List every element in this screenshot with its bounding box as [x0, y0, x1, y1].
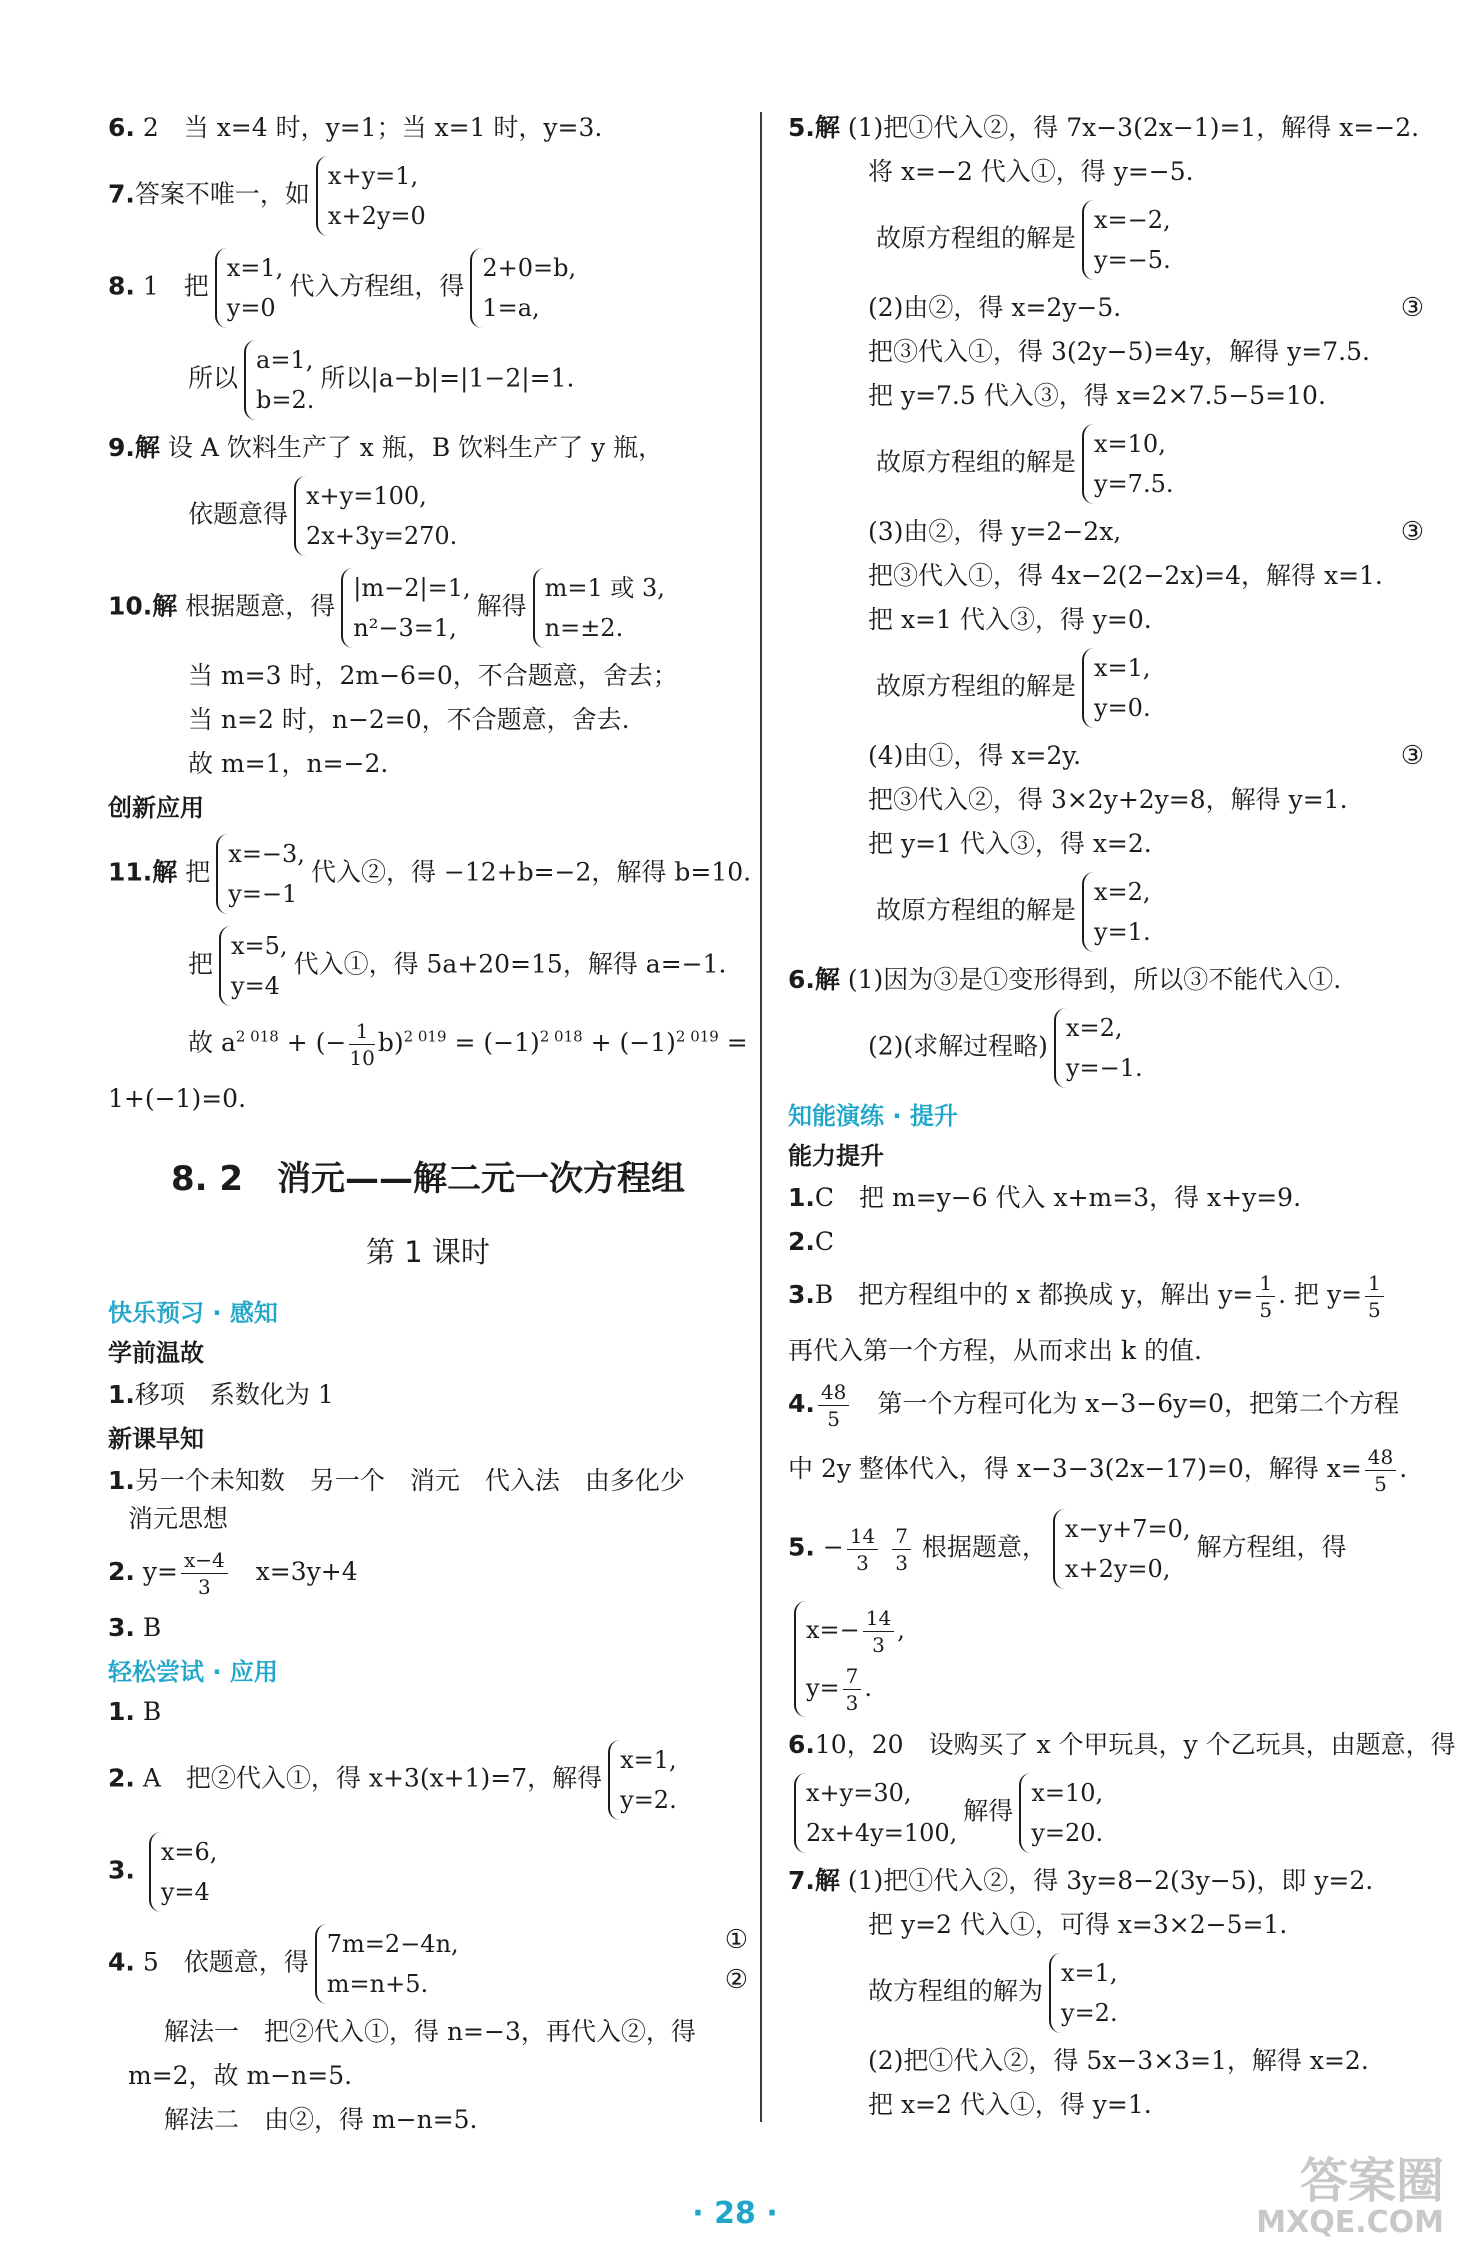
answer-5-line: 把 y=7.5 代入③，得 x=2×7.5−5=10. [868, 381, 1326, 410]
answer-9: 9.解 设 A 饮料生产了 x 瓶，B 饮料生产了 y 瓶， [108, 433, 664, 462]
subheading: 新课早知 [108, 1425, 204, 1453]
equation-system: x=1, y=2. [1049, 1953, 1118, 2033]
ability-answer-7-solution: 故方程组的解为 x=1, y=2. [788, 1953, 1424, 2033]
right-column [788, 112, 1456, 2133]
ability-answer-7-line: 把 x=2 代入①，得 y=1. [868, 2090, 1152, 2119]
ability-answer-7-line: (2)把①代入②，得 5x−3×3=1，解得 x=2. [868, 2046, 1369, 2075]
answer-5-line: 把③代入②，得 3×2y+2y=8，解得 y=1. [868, 785, 1348, 814]
answer-5-line: 把 y=1 代入③，得 x=2. [868, 829, 1152, 858]
answer-6-right: 6.解 (1)因为③是①变形得到，所以③不能代入①. [788, 965, 1342, 994]
cyan-heading: 快乐预习 · 感知 [108, 1299, 278, 1327]
equation-system: |m−2|=1, n²−3=1, [341, 568, 470, 648]
answer-10-line: 当 m=3 时，2m−6=0，不合题意，舍去； [188, 661, 678, 690]
ability-answer-7-line: 把 y=2 代入①，可得 x=3×2−5=1. [868, 1910, 1288, 1939]
fraction: $\frac{1}{5}$ [1256, 1270, 1275, 1323]
answer-5-line: 把 x=1 代入③，得 y=0. [868, 605, 1152, 634]
answer-11-d: 1+(−1)=0. [108, 1084, 247, 1113]
equation-system: x=− $\frac{14}{3}$ , y= $\frac{7}{3}$ . [794, 1601, 905, 1717]
cyan-heading: 轻松尝试 · 应用 [108, 1658, 278, 1686]
answer-8: 8. 1 把 x=1, y=0 代入方程组，得 2+0=b, 1=a, [108, 248, 748, 328]
answer-11-c: 故 $a^{2 018}$ + (− $\frac{1}{10}$ $b)^{2 019} = (-1)^{2 018} + (-1)^{2 019}$ = [188, 1019, 748, 1070]
equation-marker: ③ [1400, 741, 1424, 771]
ability-answer-3-cont: 再代入第一个方程，从而求出 k 的值. [788, 1336, 1202, 1365]
practice-answer-4-line: m=2，故 m−n=5. [128, 2061, 353, 2090]
ability-answer-7: 7.解 (1)把①代入②，得 3y=8−2(3y−5)，即 y=2. [788, 1866, 1374, 1895]
answer-10-line: 当 n=2 时，n−2=0，不合题意，舍去. [188, 705, 630, 734]
answer-5: 5.解 (1)把①代入②，得 7x−3(2x−1)=1，解得 x=−2. [788, 113, 1420, 142]
ability-answer-1: 1.C 把 m=y−6 代入 x+m=3，得 x+y=9. [788, 1183, 1302, 1212]
answer-6: 6. 2 当 x=4 时，y=1；当 x=1 时，y=3. [108, 113, 603, 142]
watermark-logo: 答案圈 MXQE.COM [1256, 2153, 1444, 2240]
equation-system: m=1 或 3, n=±2. [533, 568, 665, 648]
answer-5-line: 将 x=−2 代入①，得 y=−5. [868, 157, 1194, 186]
equation-system: x=−2, y=−5. [1082, 200, 1171, 280]
answer-11-b: 把 x=5, y=4 代入①，得 5a+20=15，解得 a=−1. [108, 926, 748, 1006]
equation-marker: ① [724, 1925, 748, 1955]
equation-system: x=10, y=20. [1019, 1773, 1103, 1853]
ability-answer-5-solution [788, 1601, 1424, 1717]
answer-5-line: 把③代入①，得 3(2y−5)=4y，解得 y=7.5. [868, 337, 1370, 366]
new-lesson-answer-1: 1.另一个未知数 另一个 消元 代入法 由多化少 [108, 1466, 685, 1495]
left-column [108, 112, 752, 2148]
answer-5-part3: (3)由②，得 y=2−2x, ③ [868, 517, 1424, 547]
equation-system: x=10, y=7.5. [1082, 424, 1173, 504]
fraction: $\frac{48}{5}$ [818, 1379, 849, 1432]
answer-5-solution: 故原方程组的解是 x=10, y=7.5. [788, 424, 1424, 504]
cyan-heading: 知能演练 · 提升 [788, 1102, 958, 1130]
column-divider [760, 112, 762, 2122]
equation-system: 7m=2−4n, m=n+5. [315, 1924, 459, 2004]
equation-system: x=5, y=4 [219, 926, 288, 1006]
practice-answer-4: 4. 5 依题意，得 7m=2−4n, m=n+5. ① ② [108, 1924, 748, 2004]
ability-answer-5: 5. − $\frac{14}{3}$ $\frac{7}{3}$ 根据题意， x−y+7=0, x+2y=0, 解方程组，得 [788, 1509, 1424, 1589]
practice-answer-2: 2. A 把②代入①，得 x+3(x+1)=7，解得 x=1, y=2. [108, 1740, 748, 1820]
fraction: $\frac{14}{3}$ [863, 1605, 894, 1658]
lesson-title: 第 1 课时 [366, 1235, 490, 1269]
answer-5-solution: 故原方程组的解是 x=−2, y=−5. [788, 200, 1424, 280]
practice-answer-4-line: 解法二 由②，得 m−n=5. [164, 2105, 478, 2134]
equation-marker: ③ [1400, 293, 1424, 323]
equation-system: x=−3, y=−1 [216, 834, 305, 914]
answer-5-part4: (4)由①，得 x=2y. ③ [868, 741, 1424, 771]
equation-system: x=1, y=2. [608, 1740, 677, 1820]
new-lesson-answer-1-cont: 消元思想 [128, 1504, 229, 1533]
fraction: $\frac{7}{3}$ [843, 1663, 862, 1716]
new-lesson-answer-3: 3. B [108, 1613, 162, 1642]
ability-answer-4: 4. $\frac{48}{5}$ 第一个方程可化为 x−3−6y=0，把第二个方程 [788, 1380, 1400, 1431]
equation-system: x+y=100, 2x+3y=270. [294, 476, 457, 556]
subheading-chuangxin: 创新应用 [108, 794, 204, 822]
ability-answer-2: 2.C [788, 1227, 835, 1256]
answer-11: 11.解 把 x=−3, y=−1 代入②，得 −12+b=−2，解得 b=10. [108, 834, 748, 914]
equation-system: x+y=30, 2x+4y=100, [794, 1773, 957, 1853]
fraction: $\frac{1}{5}$ [1365, 1270, 1384, 1323]
practice-answer-4-line: 解法一 把②代入①，得 n=−3，再代入②，得 [164, 2017, 696, 2046]
answer-5-solution: 故原方程组的解是 x=2, y=1. [788, 872, 1424, 952]
answer-7: 7.答案不唯一，如 x+y=1, x+2y=0 [108, 156, 748, 236]
ability-answer-6: 6.10，20 设购买了 x 个甲玩具，y 个乙玩具，由题意，得 [788, 1730, 1456, 1759]
answer-9-continued: 依题意得 x+y=100, 2x+3y=270. [108, 476, 748, 556]
fraction: $\frac{1}{10}$ [349, 1019, 375, 1070]
answer-5-part2: (2)由②，得 x=2y−5. ③ [868, 293, 1424, 323]
fraction: $\frac{7}{3}$ [892, 1523, 911, 1576]
new-lesson-answer-2: 2. y= $\frac{x-4}{3}$ x=3y+4 [108, 1548, 358, 1599]
ability-answer-6-cont: x+y=30, 2x+4y=100, 解得 x=10, y=20. [788, 1773, 1424, 1853]
practice-answer-3: 3. x=6, y=4 [108, 1832, 748, 1912]
ability-answer-4-cont: 中 2y 整体代入，得 x−3−3(2x−17)=0，解得 x= $\frac{48}{5}$ . [788, 1445, 1408, 1496]
equation-system: x=1, y=0 [215, 248, 284, 328]
answer-10-line: 故 m=1，n=−2. [188, 749, 389, 778]
preview-answer-1: 1.移项 系数化为 1 [108, 1380, 334, 1409]
answer-6-right-b: (2)(求解过程略) x=2, y=−1. [788, 1008, 1424, 1088]
equation-marker: ③ [1400, 517, 1424, 547]
answer-8-continued: 所以 a=1, b=2. 所以|a−b|=|1−2|=1. [108, 340, 748, 420]
answer-10: 10.解 根据题意，得 |m−2|=1, n²−3=1, 解得 m=1 或 3, n=±2. [108, 568, 748, 648]
section-title: 8. 2 消元——解二元一次方程组 [170, 1159, 686, 1199]
fraction: $\frac{14}{3}$ [847, 1523, 878, 1576]
equation-system: x+y=1, x+2y=0 [316, 156, 426, 236]
equation-system: x=2, y=−1. [1054, 1008, 1143, 1088]
fraction: $\frac{48}{5}$ [1365, 1444, 1396, 1497]
equation-system: a=1, b=2. [244, 340, 314, 420]
equation-system: x=1, y=0. [1082, 648, 1151, 728]
page-number: · 28 · [692, 2196, 778, 2231]
equation-system: 2+0=b, 1=a, [470, 248, 576, 328]
practice-answer-1: 1. B [108, 1697, 162, 1726]
answer-5-line: 把③代入①，得 4x−2(2−2x)=4，解得 x=1. [868, 561, 1383, 590]
equation-marker: ② [724, 1965, 748, 1995]
ability-answer-3: 3.B 把方程组中的 x 都换成 y，解出 y= $\frac{1}{5}$ . 把 y= $\frac{1}{5}$ [788, 1270, 1424, 1323]
fraction: $\frac{x-4}{3}$ [181, 1547, 228, 1600]
subheading: 能力提升 [788, 1142, 884, 1170]
equation-system: x=2, y=1. [1082, 872, 1151, 952]
equation-system: x=6, y=4 [149, 1832, 218, 1912]
equation-system: x−y+7=0, x+2y=0, [1053, 1509, 1191, 1589]
subheading: 学前温故 [108, 1339, 204, 1367]
answer-5-solution: 故原方程组的解是 x=1, y=0. [788, 648, 1424, 728]
